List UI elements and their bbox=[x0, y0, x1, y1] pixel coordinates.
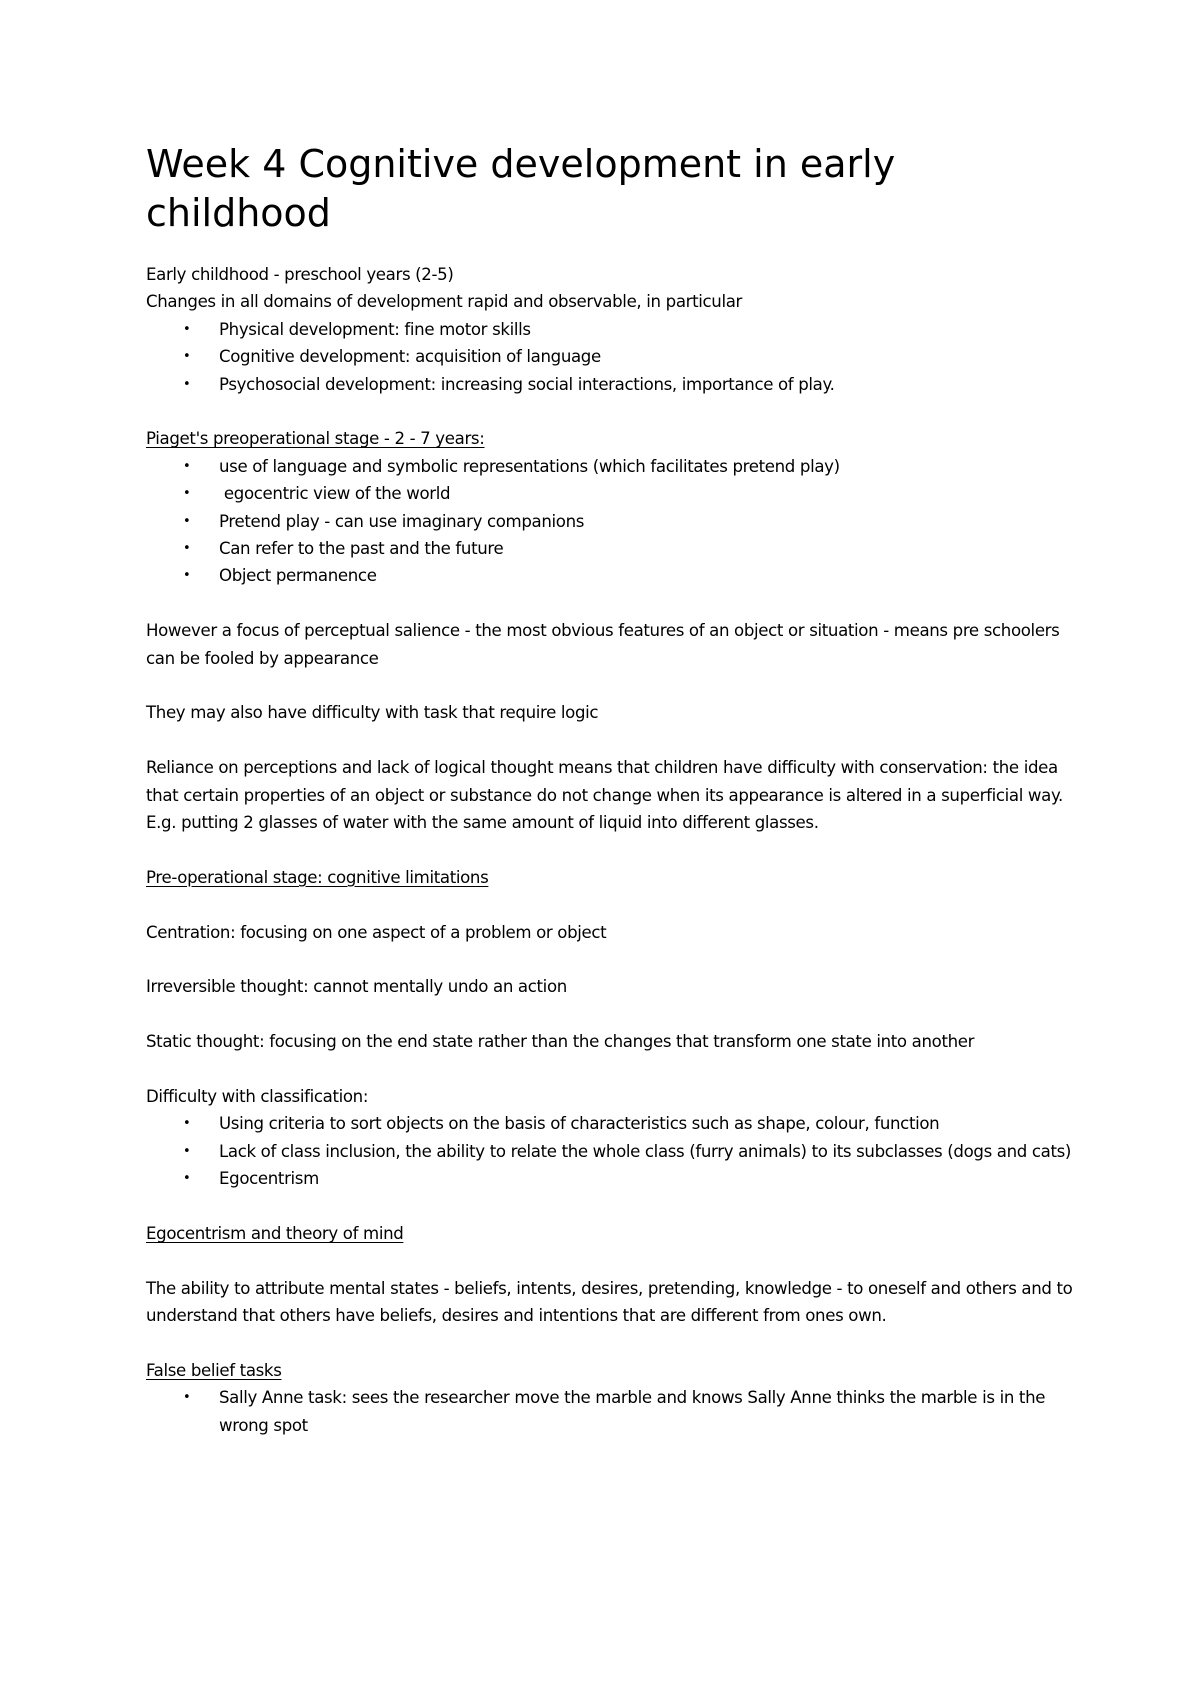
list-item bbox=[146, 1165, 1076, 1192]
bullet-icon: • bbox=[183, 1390, 191, 1406]
list-item-text: Cognitive development: acquisition of language bbox=[219, 347, 601, 367]
spacer bbox=[146, 836, 1076, 863]
spacer bbox=[146, 946, 1076, 973]
conservation-paragraph: Reliance on perceptions and lack of logical thought means that children have difficulty with conservation: the idea that certain properties of an object or substance do not change when its appearance is altered in a superficial way. E.g. putting 2 glasses of water with the same amount of liquid into different glasses. bbox=[146, 758, 1063, 833]
list-item bbox=[146, 535, 1076, 562]
list-item-text: use of language and symbolic representations (which facilitates pretend play) bbox=[219, 456, 840, 476]
list-item-text: Using criteria to sort objects on the basis of characteristics such as shape, colour, function bbox=[219, 1114, 940, 1134]
list-item-text: egocentric view of the world bbox=[219, 484, 451, 504]
irreversible-thought-paragraph: Irreversible thought: cannot mentally undo an action bbox=[146, 977, 567, 997]
bullet-icon: • bbox=[183, 376, 191, 392]
bullet-icon: • bbox=[183, 458, 191, 474]
classification-bullet-list bbox=[146, 1110, 1076, 1192]
piaget-bullet-list bbox=[146, 453, 1076, 590]
spacer bbox=[146, 238, 1076, 261]
list-item-text: Physical development: fine motor skills bbox=[219, 319, 531, 339]
false-belief-bullet-list bbox=[146, 1384, 1076, 1439]
list-item bbox=[146, 1138, 1076, 1165]
logic-difficulty-paragraph: They may also have difficulty with task that require logic bbox=[146, 703, 599, 723]
bullet-icon: • bbox=[183, 349, 191, 365]
spacer bbox=[146, 727, 1076, 754]
list-item-text: Egocentrism bbox=[219, 1169, 319, 1189]
list-item-text: Object permanence bbox=[219, 566, 377, 586]
perceptual-salience-paragraph: However a focus of perceptual salience - the most obvious features of an object or situation - means pre schoolers can be fooled by appearance bbox=[146, 621, 1060, 668]
spacer bbox=[146, 1056, 1076, 1083]
intro-line-1: Early childhood - preschool years (2-5) bbox=[146, 265, 454, 284]
classification-heading: Difficulty with classification: bbox=[146, 1087, 369, 1107]
piaget-heading: Piaget's preoperational stage - 2 - 7 years: bbox=[146, 429, 485, 449]
bullet-icon: • bbox=[183, 321, 191, 337]
bullet-icon: • bbox=[183, 541, 191, 557]
list-item-text: Can refer to the past and the future bbox=[219, 539, 504, 559]
list-item bbox=[146, 371, 1076, 398]
false-belief-heading: False belief tasks bbox=[146, 1361, 282, 1381]
intro-line-2: Changes in all domains of development rapid and observable, in particular bbox=[146, 292, 743, 312]
intro-bullet-list bbox=[146, 316, 1076, 398]
spacer bbox=[146, 1330, 1076, 1357]
theory-of-mind-heading: Egocentrism and theory of mind bbox=[146, 1224, 404, 1244]
limitations-heading: Pre-operational stage: cognitive limitations bbox=[146, 867, 489, 887]
document-page bbox=[146, 140, 1076, 1439]
list-item-text: Psychosocial development: increasing social interactions, importance of play. bbox=[219, 374, 835, 394]
list-item-text: Lack of class inclusion, the ability to relate the whole class (furry animals) to its subclasses (dogs and cats) bbox=[219, 1141, 1072, 1161]
spacer bbox=[146, 672, 1076, 699]
spacer bbox=[146, 590, 1076, 617]
theory-of-mind-paragraph: The ability to attribute mental states - beliefs, intents, desires, pretending, knowledge - to oneself and others and to understand that others have beliefs, desires and intentions that are different from ones own. bbox=[146, 1278, 1073, 1326]
list-item bbox=[146, 562, 1076, 589]
bullet-icon: • bbox=[183, 486, 191, 502]
bullet-icon: • bbox=[183, 568, 191, 584]
list-item bbox=[146, 343, 1076, 370]
document-title: Week 4 Cognitive development in early childhood bbox=[146, 142, 896, 235]
list-item-text: Pretend play - can use imaginary companions bbox=[219, 511, 585, 531]
list-item bbox=[146, 1110, 1076, 1137]
list-item bbox=[146, 453, 1076, 480]
list-item bbox=[146, 480, 1076, 507]
centration-paragraph: Centration: focusing on one aspect of a problem or object bbox=[146, 922, 607, 942]
spacer bbox=[146, 1001, 1076, 1028]
bullet-icon: • bbox=[183, 1171, 191, 1187]
spacer bbox=[146, 398, 1076, 425]
spacer bbox=[146, 1193, 1076, 1220]
list-item bbox=[146, 508, 1076, 535]
list-item bbox=[146, 1384, 1076, 1439]
static-thought-paragraph: Static thought: focusing on the end state rather than the changes that transform one state into another bbox=[146, 1032, 975, 1052]
spacer bbox=[146, 891, 1076, 918]
bullet-icon: • bbox=[183, 1143, 191, 1159]
bullet-icon: • bbox=[183, 513, 191, 529]
bullet-icon: • bbox=[183, 1116, 191, 1132]
document-body bbox=[146, 261, 1076, 1439]
list-item bbox=[146, 316, 1076, 343]
list-item-text: Sally Anne task: sees the researcher move the marble and knows Sally Anne thinks the marble is in the wrong spot bbox=[219, 1388, 1046, 1435]
spacer bbox=[146, 1247, 1076, 1274]
